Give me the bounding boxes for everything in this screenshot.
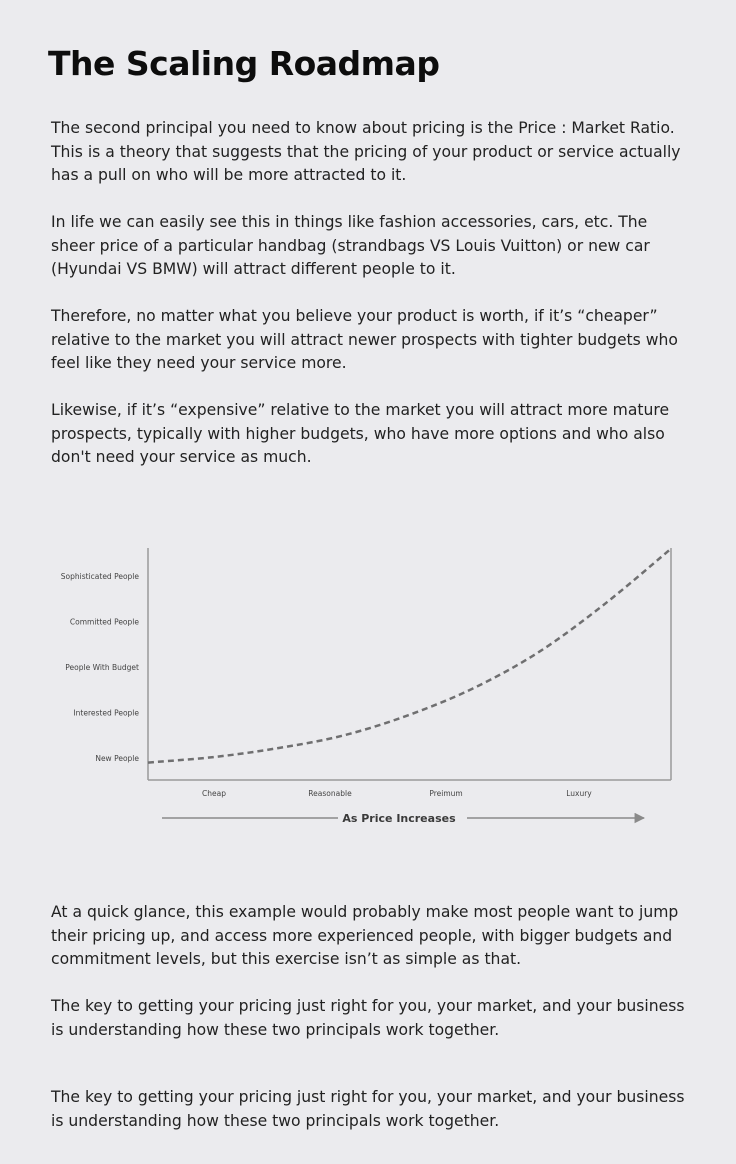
x-tick-label: Preimum [429,789,463,798]
page-title: The Scaling Roadmap [48,44,440,83]
paragraph-fashion-example: In life we can easily see this in things like fashion accessories, cars, etc. The sheer price of a particular handbag (strandbags VS Louis Vuitton) or new car (Hyundai VS BMW) will attract different people to it. [51,213,650,278]
paragraph-quick-glance: At a quick glance, this example would probably make most people want to jump their pricing up, and access more experienced people, with bigger budgets and commitment levels, but this exercise isn’t as simple as that. [51,903,679,968]
x-axis-title: As Price Increases [342,812,456,825]
x-tick-label: Cheap [202,789,226,798]
y-tick-label: Committed People [69,617,139,627]
x-tick-label: Reasonable [308,789,352,798]
paragraph-cheaper: Therefore, no matter what you believe your product is worth, if it’s “cheaper” relative to the market you will attract newer prospects with tighter budgets who feel like they need your service more. [51,307,678,372]
y-tick-label: People With Budget [65,663,139,672]
y-tick-label: New People [95,754,139,763]
paragraph-price-market-ratio: The second principal you need to know about pricing is the Price : Market Ratio. This is a theory that suggests that the pricing of your product or service actually has a pull on who will be more attracted to it. [51,119,681,184]
paragraph-key-pricing: The key to getting your pricing just right for you, your market, and your business is understanding how these two principals work together. [51,997,685,1039]
paragraph-key-pricing-repeat: The key to getting your pricing just right for you, your market, and your business is understanding how these two principals work together. [51,1088,685,1130]
x-tick-label: Luxury [566,789,592,798]
series-line [148,549,671,763]
y-tick-label: Sophisticated People [60,572,139,581]
price-market-chart [0,530,736,840]
paragraph-expensive: Likewise, if it’s “expensive” relative to the market you will attract more mature prospects, typically with higher budgets, who have more options and who also don't need your service as much. [51,401,670,466]
y-tick-label: Interested People [73,708,139,718]
